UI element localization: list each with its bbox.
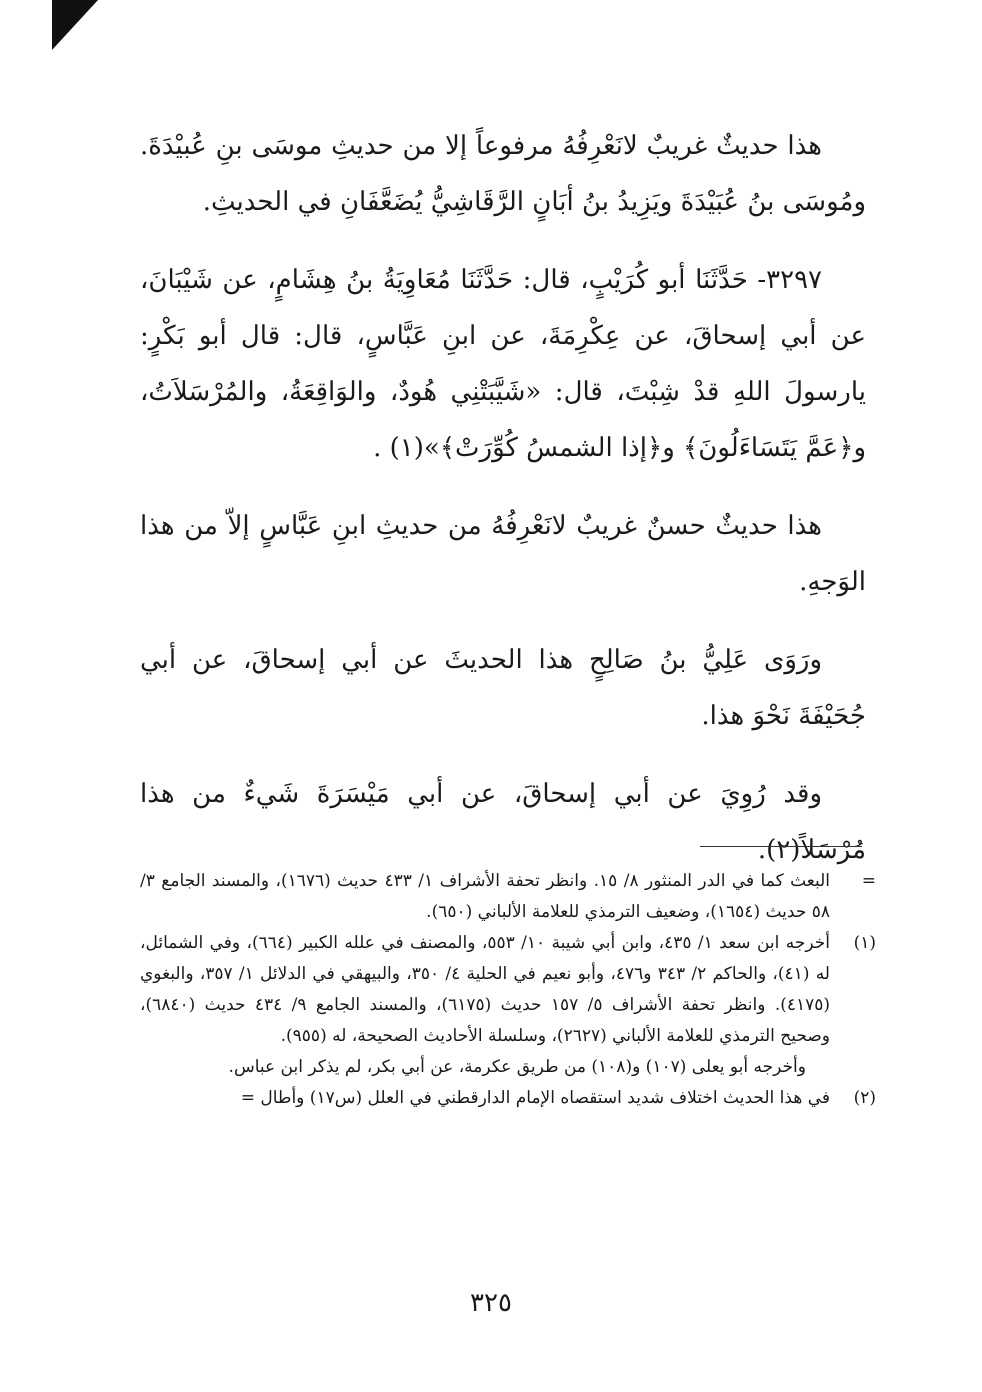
- paragraph-5: وقد رُوِيَ عن أبي إسحاقَ، عن أبي مَيْسَرَةَ شَيءٌ من هذا مُرْسَلاً(٢).: [140, 779, 866, 865]
- paragraph-1: هذا حديثٌ غريبٌ لانَعْرِفُهُ مرفوعاً إلا من حديثِ موسَى بنِ عُبيْدَةَ. ومُوسَى بنُ عُبَيْدَةَ ويَزِيدُ بنُ أبَانٍ الرَّقَاشِيُّ يُضَعَّفَانِ في الحديثِ.: [140, 131, 866, 217]
- footnote-text: البعث كما في الدر المنثور ٨/ ١٥. وانظر تحفة الأشراف ١/ ٤٣٣ حديث (١٦٧٦)، والمسند الجامع ٣/ ٥٨ حديث (١٦٥٤)، وضعيف الترمذي للعلامة الألباني (٦٥٠).: [140, 871, 831, 922]
- footnote-extra-text: وأخرجه أبو يعلى (١٠٧) و(١٠٨) من طريق عكرمة، عن أبي بكر، لم يذكر ابن عباس.: [228, 1057, 806, 1077]
- paragraph-4: ورَوَى عَلِيُّ بنُ صَالِحٍ هذا الحديثَ عن أبي إسحاقَ، عن أبي جُحَيْفَةَ نَحْوَ هذا.: [140, 645, 866, 731]
- footnote-2: [140, 1083, 876, 1114]
- footnotes: [140, 866, 876, 1114]
- footnote-text: في هذا الحديث اختلاف شديد استقصاه الإمام الدارقطني في العلل (س١٧) وأطال =: [240, 1088, 830, 1108]
- footnote-text: أخرجه ابن سعد ١/ ٤٣٥، وابن أبي شيبة ١٠/ ٥٥٣، والمصنف في علله الكبير (٦٦٤)، وفي الشمائل، له (٤١)، والحاكم ٢/ ٣٤٣ و٤٧٦، وأبو نعيم في الحلية ٤/ ٣٥٠، والبيهقي في الدلائل ١/ ٣٥٧، والبغوي (٤١٧٥). وانظر تحفة الأشراف ٥/ ١٥٧ حديث (٦١٧٥)، والمسند الجامع ٩/ ٤٣٤ حديث (٦٨٤٠)، وصحيح الترمذي للعلامة الألباني (٢٦٢٧)، وسلسلة الأحاديث الصحيحة، له (٩٥٥).: [140, 933, 831, 1046]
- hadith-3297: ٣٢٩٧- حَدَّثَنَا أبو كُرَيْبٍ، قال: حَدَّثَنَا مُعَاوِيَةُ بنُ هِشَامٍ، عن شَيْبَانَ، عن أبي إسحاقَ، عن عِكْرِمَةَ، عن ابنِ عَبَّاسٍ، قال: قال أبو بَكْرٍ: يارسولَ اللهِ قدْ شِبْتَ، قال: «شَيَّبَتْنِي هُودٌ، والوَاقِعَةُ، والمُرْسَلاَتُ، و﴿عَمَّ يَتَسَاءَلُونَ﴾ و﴿إذا الشمسُ كُوِّرَتْ﴾»(١) .: [140, 265, 866, 463]
- footnote-mark: (٢): [853, 1088, 876, 1108]
- footnote-1: [140, 928, 876, 1083]
- footnote-separator: [700, 846, 862, 847]
- footnote-mark: =: [861, 871, 876, 891]
- footnote-mark: (١): [853, 933, 876, 953]
- paragraph-3: هذا حديثٌ حسنٌ غريبٌ لانَعْرِفُهُ من حديثِ ابنِ عَبَّاسٍ إلاّ من هذا الوَجهِ.: [140, 511, 866, 597]
- footnote-continued: [140, 866, 876, 928]
- page-corner-mark: [52, 0, 98, 50]
- page-number: ٣٢٥: [470, 1288, 512, 1318]
- main-text: [140, 118, 866, 900]
